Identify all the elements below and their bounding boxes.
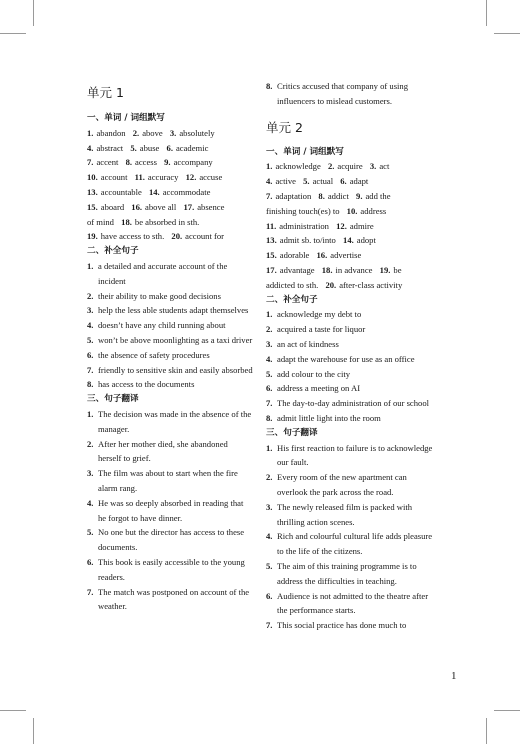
crop-mark: [0, 710, 26, 711]
vocab-line: 13. admit sb. to/into 14. adopt: [266, 235, 376, 246]
section-heading: 二、补全句子: [87, 246, 139, 257]
list-item: 4. adapt the warehouse for use as an office: [266, 353, 415, 364]
list-item: 6. the absence of safety procedures: [87, 349, 210, 360]
list-item: 7. The day-to-day administration of our school: [266, 398, 430, 409]
vocab-line: 4. abstract 5. abuse 6. academic: [87, 142, 209, 153]
vocab-list: [87, 126, 253, 244]
list-item: 7. friendly to sensitive skin and easily absorbed: [87, 364, 253, 375]
vocab-line: 7. adaptation 8. addict 9. add the: [266, 190, 391, 201]
right-column: [266, 79, 436, 633]
section-heading: 一、单词 / 词组默写: [87, 113, 165, 123]
list-item: 6. This book is easily accessible to the young readers.: [87, 556, 245, 582]
vocab-line: 7. accent 8. access 9. accompany: [87, 157, 213, 168]
section-heading: 三、句子翻译: [266, 427, 318, 438]
sentence-list: [266, 307, 436, 425]
list-item: 2. acquired a taste for liquor: [266, 324, 366, 335]
list-item: 1. His first reaction to failure is to acknowledge our fault.: [266, 442, 433, 468]
vocab-line: addicted to sth. 20. after-class activity: [266, 279, 403, 290]
vocab-line: 15. aboard 16. above all 17. absence: [87, 201, 225, 212]
crop-mark: [486, 718, 487, 744]
list-item: 5. The aim of this training programme is to address the difficulties in teaching.: [266, 560, 417, 586]
crop-mark: [494, 33, 520, 34]
list-item: 7. The match was postponed on account of the weather.: [87, 586, 250, 612]
list-item: 8. has access to the documents: [87, 379, 195, 390]
list-item: 5. No one but the director has access to these documents.: [87, 527, 245, 553]
crop-mark: [0, 33, 26, 34]
list-item: 8. Critics accused that company of using influencers to mislead customers.: [266, 81, 409, 106]
list-item: 6. Audience is not admitted to the theatre after the performance starts.: [266, 590, 429, 616]
list-item: 3. help the less able students adapt themselves: [87, 305, 249, 316]
vocab-line: 13. accountable 14. accommodate: [87, 186, 211, 197]
section-heading: 二、补全句子: [266, 294, 318, 305]
list-item: 1. acknowledge my debt to: [266, 309, 362, 320]
section-heading: 一、单词 / 词组默写: [266, 146, 344, 157]
section-heading: 三、句子翻译: [87, 394, 139, 405]
vocab-line: 15. adorable 16. advertise: [266, 250, 362, 261]
list-item: 2. their ability to make good decisions: [87, 290, 221, 301]
list-item: 7. This social practice has done much to: [266, 620, 407, 631]
list-item: 8. admit little light into the room: [266, 412, 381, 423]
list-item: 5. won’t be above moonlighting as a taxi driver: [87, 334, 253, 345]
list-item: 2. Every room of the new apartment can overlook the park across the road.: [266, 472, 407, 497]
list-item: 4. He was so deeply absorbed in reading that he forgot to have dinner.: [87, 497, 244, 523]
vocab-line: 1. acknowledge 2. acquire 3. act: [266, 161, 390, 172]
crop-mark: [33, 0, 34, 26]
list-item: 3. The newly released film is packed with thrilling action scenes.: [266, 501, 413, 527]
list-item: 6. address a meeting on AI: [266, 383, 361, 394]
list-item: 5. add colour to the city: [266, 368, 351, 379]
vocab-line: 10. account 11. accuracy 12. accuse: [87, 172, 223, 183]
vocab-list: [266, 159, 436, 292]
list-item: 2. After her mother died, she abandoned herself to grief.: [87, 438, 228, 464]
sentence-list: [87, 259, 253, 392]
vocab-line: 17. advantage 18. in advance 19. be: [266, 264, 402, 275]
vocab-line: 1. abandon 2. above 3. absolutely: [87, 127, 215, 138]
crop-mark: [494, 710, 520, 711]
unit-title: 单元 2: [266, 119, 303, 135]
vocab-line: 11. administration 12. admire: [266, 220, 374, 231]
list-item: 4. doesn’t have any child running about: [87, 320, 226, 331]
crop-mark: [33, 718, 34, 744]
list-item: 1. a detailed and accurate account of the incident: [87, 260, 228, 286]
vocab-line: of mind 18. be absorbed in sth.: [87, 216, 200, 227]
translation-list: [266, 441, 436, 633]
list-item: 1. The decision was made in the absence of the manager.: [87, 408, 252, 434]
vocab-line: 4. active 5. actual 6. adapt: [266, 176, 369, 187]
page-number: 1: [451, 670, 457, 682]
list-item: 4. Rich and colourful cultural life adds pleasure to the life of the citizens.: [266, 531, 433, 557]
crop-mark: [486, 0, 487, 26]
list-item: 3. an act of kindness: [266, 338, 339, 349]
vocab-line: 19. have access to sth. 20. account for: [87, 231, 225, 242]
left-column: [87, 79, 253, 614]
unit-title: 单元 1: [87, 85, 124, 100]
vocab-line: finishing touch(es) to 10. address: [266, 205, 387, 216]
list-item: 3. The film was about to start when the fire alarm rang.: [87, 468, 238, 493]
translation-list: [87, 407, 253, 614]
